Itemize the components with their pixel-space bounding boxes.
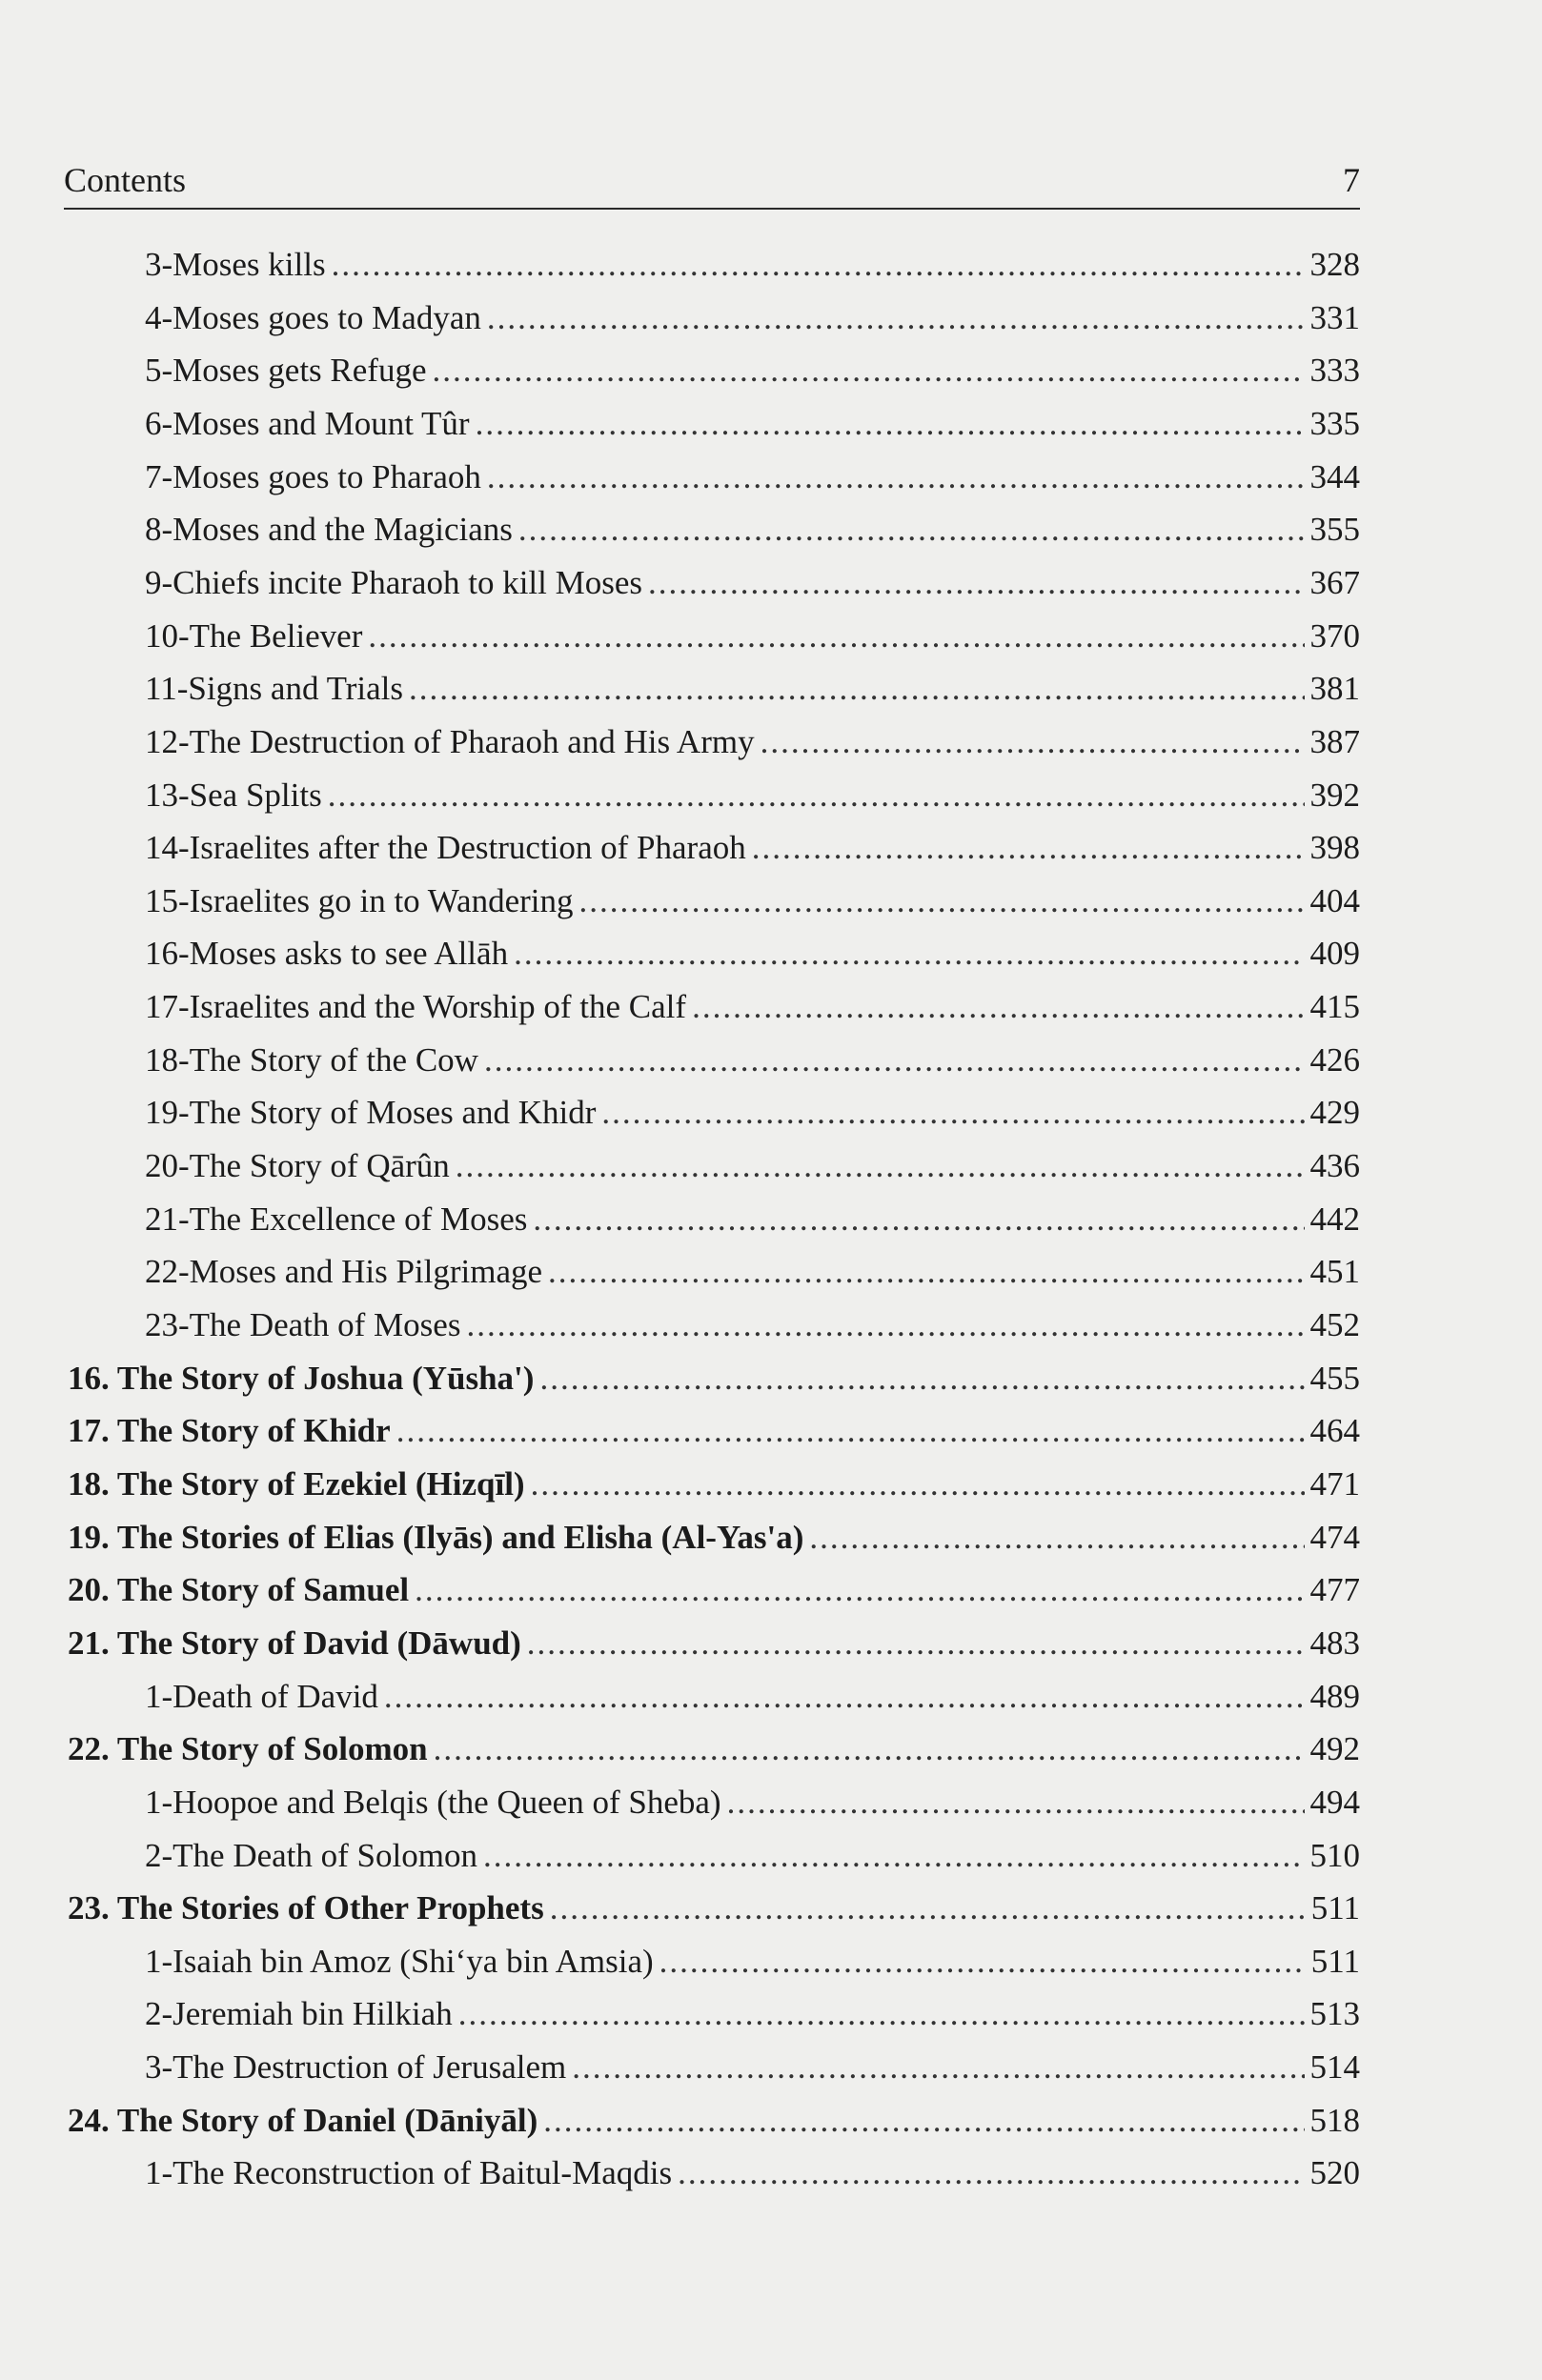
toc-entry-page: 328	[1309, 246, 1360, 283]
toc-entry	[145, 875, 1360, 922]
toc-entry	[68, 1352, 1360, 1400]
toc-entry-page: 409	[1309, 935, 1360, 973]
toc-entry	[68, 1511, 1360, 1559]
dot-leader	[678, 2152, 1304, 2194]
toc-entry-title: 9-Chiefs incite Pharaoh to kill Moses	[145, 563, 643, 601]
toc-entry	[145, 397, 1360, 445]
toc-entry-page: 415	[1309, 988, 1360, 1026]
toc-entry	[145, 1193, 1360, 1240]
dot-leader	[548, 1251, 1304, 1293]
dot-leader	[539, 1358, 1304, 1400]
toc-entry-title: 1-Isaiah bin Amoz (Shi‘ya bin Amsia)	[145, 1942, 654, 1980]
toc-entry-title: 20-The Story of Qārûn	[145, 1147, 450, 1185]
toc-entry-title: 21-The Excellence of Moses	[145, 1200, 528, 1238]
toc-entry	[145, 556, 1360, 604]
dot-leader	[692, 986, 1304, 1028]
toc-entry-title: 3-The Destruction of Jerusalem	[145, 2048, 567, 2087]
toc-entry-title: 19. The Stories of Elias (Ilyās) and Elisha (Al-Yas'a)	[68, 1518, 804, 1556]
dot-leader	[809, 1517, 1304, 1559]
toc-entry-page: 464	[1309, 1412, 1360, 1450]
toc-entry-page: 367	[1309, 563, 1360, 601]
toc-entry-page: 451	[1309, 1253, 1360, 1291]
toc-entry	[68, 1882, 1360, 1929]
toc-entry-title: 18. The Story of Ezekiel (Hizqīl)	[68, 1464, 525, 1503]
toc-entry	[145, 2041, 1360, 2088]
toc-entry-title: 19-The Story of Moses and Khidr	[145, 1094, 597, 1132]
dot-leader	[332, 244, 1305, 286]
dot-leader	[487, 456, 1305, 498]
dot-leader	[384, 1676, 1305, 1718]
toc-entry-title: 3-Moses kills	[145, 246, 326, 283]
dot-leader	[396, 1410, 1305, 1452]
toc-entry-page: 392	[1309, 776, 1360, 814]
toc-entry	[145, 769, 1360, 817]
toc-entry	[145, 1935, 1360, 1983]
toc-entry-page: 335	[1309, 404, 1360, 442]
toc-entry-title: 11-Signs and Trials	[145, 670, 403, 708]
toc-entry-page: 426	[1309, 1040, 1360, 1079]
toc-entry	[145, 716, 1360, 763]
toc-entry	[145, 503, 1360, 551]
dot-leader	[659, 1941, 1306, 1983]
dot-leader	[578, 880, 1304, 922]
toc-entry	[145, 292, 1360, 339]
toc-entry	[145, 662, 1360, 710]
toc-entry	[145, 238, 1360, 286]
toc-entry	[145, 344, 1360, 392]
toc-entry	[145, 821, 1360, 869]
toc-entry-page: 429	[1309, 1094, 1360, 1132]
toc-entry-page: 471	[1309, 1464, 1360, 1503]
toc-entry-title: 1-Hoopoe and Belqis (the Queen of Sheba)	[145, 1783, 721, 1821]
toc-entry-page: 333	[1309, 352, 1360, 390]
toc-entry-title: 22. The Story of Solomon	[68, 1730, 428, 1768]
dot-leader	[543, 2100, 1304, 2142]
dot-leader	[727, 1782, 1305, 1824]
toc-entry-page: 474	[1309, 1518, 1360, 1556]
dot-leader	[456, 1145, 1305, 1187]
dot-leader	[514, 933, 1304, 975]
page-number: 7	[1343, 161, 1360, 199]
toc-entry-page: 381	[1309, 670, 1360, 708]
toc-entry-page: 452	[1309, 1306, 1360, 1343]
toc-entry	[145, 1299, 1360, 1346]
toc-entry-title: 14-Israelites after the Destruction of Pharaoh	[145, 829, 746, 867]
toc-entry-page: 518	[1309, 2101, 1360, 2139]
toc-entry-title: 5-Moses gets Refuge	[145, 352, 427, 390]
toc-entry-title: 1-The Reconstruction of Baitul-Maqdis	[145, 2154, 673, 2192]
toc-entry-page: 436	[1309, 1147, 1360, 1185]
dot-leader	[409, 668, 1305, 710]
toc-entry-title: 10-The Believer	[145, 616, 363, 655]
toc-entry	[145, 451, 1360, 498]
dot-leader	[518, 509, 1305, 551]
toc-entry-page: 520	[1309, 2154, 1360, 2192]
dot-leader	[434, 1728, 1305, 1770]
toc-entry-page: 455	[1309, 1359, 1360, 1397]
dot-leader	[601, 1092, 1304, 1134]
toc-entry-page: 442	[1309, 1200, 1360, 1238]
toc-entry	[145, 927, 1360, 975]
dot-leader	[527, 1623, 1305, 1664]
toc-entry-page: 514	[1309, 2048, 1360, 2087]
dot-leader	[761, 721, 1305, 763]
dot-leader	[484, 1039, 1305, 1081]
toc-entry-page: 511	[1310, 1889, 1360, 1927]
toc-entry	[68, 1458, 1360, 1505]
toc-entry-title: 2-The Death of Solomon	[145, 1836, 477, 1874]
toc-entry	[145, 2147, 1360, 2194]
toc-entry-title: 1-Death of David	[145, 1677, 378, 1715]
toc-entry	[145, 1829, 1360, 1877]
toc-entry-page: 483	[1309, 1624, 1360, 1662]
toc-entry-title: 2-Jeremiah bin Hilkiah	[145, 1995, 453, 2033]
dot-leader	[550, 1887, 1306, 1929]
dot-leader	[648, 562, 1304, 604]
page-header	[64, 151, 1360, 210]
toc-entry-title: 22-Moses and His Pilgrimage	[145, 1253, 543, 1291]
toc-entry	[145, 1670, 1360, 1718]
toc-entry-title: 13-Sea Splits	[145, 776, 322, 814]
toc-entry	[145, 610, 1360, 657]
toc-entry-title: 23-The Death of Moses	[145, 1306, 461, 1343]
toc-entry-page: 355	[1309, 511, 1360, 549]
toc-entry	[145, 1034, 1360, 1081]
toc-entry	[145, 1140, 1360, 1187]
toc-entry	[68, 1723, 1360, 1770]
toc-entry-page: 513	[1309, 1995, 1360, 2033]
dot-leader	[433, 350, 1305, 392]
toc-entry	[145, 1776, 1360, 1824]
toc-entry-title: 24. The Story of Daniel (Dāniyāl)	[68, 2101, 538, 2139]
toc-entry-title: 23. The Stories of Other Prophets	[68, 1889, 544, 1927]
toc-entry-page: 510	[1309, 1836, 1360, 1874]
toc-entry-title: 4-Moses goes to Madyan	[145, 298, 481, 336]
toc-entry-page: 404	[1309, 881, 1360, 919]
toc-entry-page: 370	[1309, 616, 1360, 655]
toc-entry-page: 492	[1309, 1730, 1360, 1768]
toc-entry-page: 331	[1309, 298, 1360, 336]
dot-leader	[483, 1835, 1305, 1877]
toc-entry-title: 18-The Story of the Cow	[145, 1040, 478, 1079]
dot-leader	[533, 1199, 1304, 1240]
toc-entry	[68, 1563, 1360, 1611]
toc-entry	[68, 1404, 1360, 1452]
toc-entry-page: 387	[1309, 722, 1360, 760]
toc-entry-page: 398	[1309, 829, 1360, 867]
toc-entry-title: 16. The Story of Joshua (Yūsha')	[68, 1359, 535, 1397]
toc-entry-title: 20. The Story of Samuel	[68, 1571, 410, 1609]
toc-entry-page: 477	[1309, 1571, 1360, 1609]
dot-leader	[531, 1463, 1305, 1505]
toc-entry-title: 6-Moses and Mount Tûr	[145, 404, 470, 442]
toc-entry-title: 15-Israelites go in to Wandering	[145, 881, 574, 919]
toc-entry-title: 17. The Story of Khidr	[68, 1412, 391, 1450]
toc-entry-page: 344	[1309, 457, 1360, 495]
toc-entry	[68, 2094, 1360, 2142]
dot-leader	[487, 297, 1305, 339]
dot-leader	[368, 615, 1304, 657]
dot-leader	[415, 1569, 1304, 1611]
running-title: Contents	[64, 161, 187, 199]
dot-leader	[466, 1304, 1304, 1346]
toc-entry-title: 8-Moses and the Magicians	[145, 511, 513, 549]
toc-entry	[145, 1987, 1360, 2035]
dot-leader	[752, 827, 1305, 869]
toc-entry-title: 21. The Story of David (Dāwud)	[68, 1624, 521, 1662]
dot-leader	[458, 1993, 1305, 2035]
toc-entry	[145, 1245, 1360, 1293]
toc-entry-page: 489	[1309, 1677, 1360, 1715]
toc-entry-title: 17-Israelites and the Worship of the Calf	[145, 988, 687, 1026]
toc-entry-title: 7-Moses goes to Pharaoh	[145, 457, 481, 495]
toc-entry	[68, 1617, 1360, 1664]
toc-entry-page: 494	[1309, 1783, 1360, 1821]
toc-entry-title: 12-The Destruction of Pharaoh and His Army	[145, 722, 755, 760]
toc-entry-title: 16-Moses asks to see Allāh	[145, 935, 509, 973]
toc-entry-page: 511	[1310, 1942, 1360, 1980]
dot-leader	[328, 775, 1305, 817]
toc-entry	[145, 1086, 1360, 1134]
dot-leader	[572, 2047, 1304, 2088]
toc-entry	[145, 980, 1360, 1028]
dot-leader	[476, 403, 1305, 445]
